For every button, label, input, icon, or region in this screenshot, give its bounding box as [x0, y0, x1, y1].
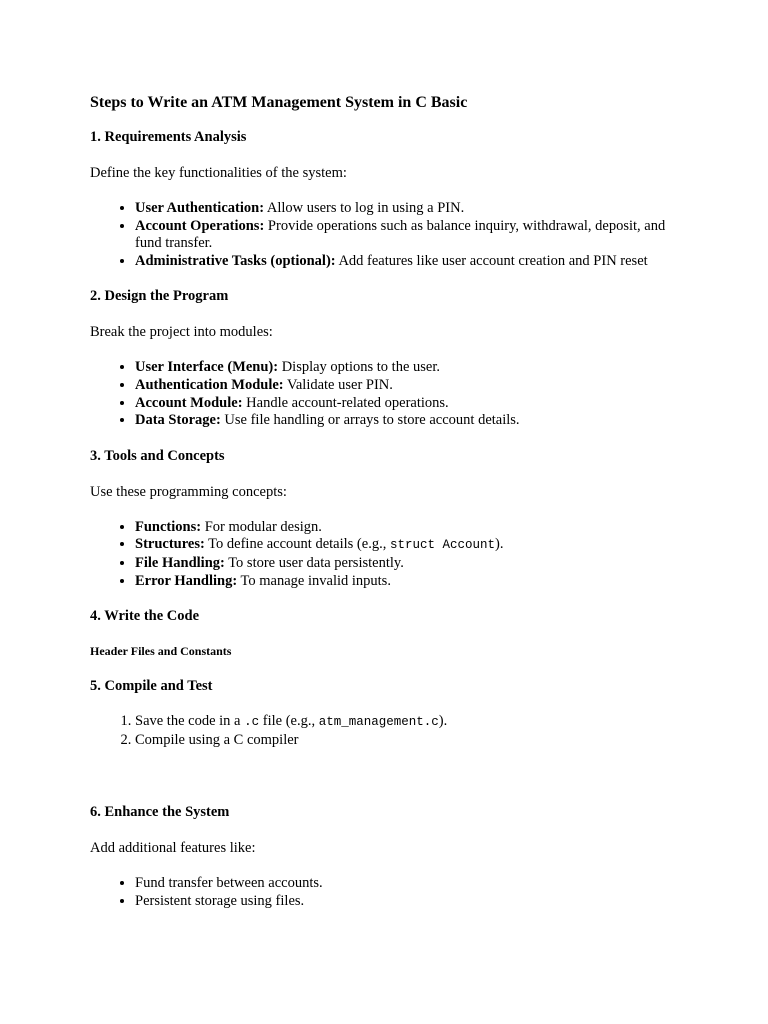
item-text: Fund transfer between accounts. [135, 875, 323, 892]
item-text: ). [494, 536, 504, 553]
enhance-list [90, 875, 690, 910]
blank-space [90, 766, 690, 803]
section-heading-design: 2. Design the Program [90, 288, 229, 305]
item-text: For modular design. [201, 518, 322, 535]
item-text: Handle account-related operations. [242, 394, 449, 411]
item-text: Validate user PIN. [283, 376, 393, 393]
document-title: Steps to Write an ATM Management System in C Basic [90, 94, 468, 111]
list-item [135, 732, 690, 750]
item-text: Use file handling or arrays to store account details. [220, 412, 520, 429]
section-heading-enhance: 6. Enhance the System [90, 804, 230, 821]
list-item [135, 395, 690, 413]
tools-list [90, 519, 690, 590]
document-page [90, 93, 690, 928]
section-intro-requirements: Define the key functionalities of the system: [90, 165, 347, 181]
list-item [135, 573, 690, 591]
list-item [135, 713, 690, 732]
list-item [135, 200, 690, 218]
inline-code: atm_management.c [318, 715, 439, 730]
item-label: Administrative Tasks (optional): [135, 252, 336, 269]
list-item [135, 412, 690, 430]
item-text: Persistent storage using files. [135, 892, 305, 909]
list-item [135, 253, 690, 271]
subheading-header-files: Header Files and Constants [90, 644, 232, 659]
section-heading-requirements: 1. Requirements Analysis [90, 129, 247, 145]
list-item [135, 218, 690, 253]
item-text: file (e.g., [259, 713, 319, 730]
item-text: ). [438, 713, 448, 730]
item-text: To define account details (e.g., [204, 536, 390, 553]
design-list [90, 359, 690, 429]
item-label: Structures: [135, 536, 205, 553]
item-text: Display options to the user. [278, 359, 440, 376]
item-text: Provide operations such as balance inquiry, withdrawal, deposit, and fund transfer. [135, 217, 666, 252]
section-intro-design: Break the project into modules: [90, 324, 273, 341]
section-heading-write-code: 4. Write the Code [90, 608, 200, 625]
item-label: User Interface (Menu): [135, 359, 279, 376]
section-intro-enhance: Add additional features like: [90, 840, 256, 857]
list-item [135, 359, 690, 377]
list-item [135, 893, 690, 911]
list-item [135, 519, 690, 537]
item-text: Allow users to log in using a PIN. [264, 200, 465, 216]
item-label: User Authentication: [135, 200, 265, 216]
item-text: Save the code in a [135, 713, 245, 730]
item-label: Account Module: [135, 394, 243, 411]
list-item [135, 536, 690, 555]
section-heading-tools: 3. Tools and Concepts [90, 447, 225, 464]
item-label: Data Storage: [135, 412, 221, 429]
item-text: To manage invalid inputs. [237, 572, 391, 589]
item-label: Error Handling: [135, 572, 238, 589]
compile-steps-list [90, 713, 690, 749]
list-item [135, 875, 690, 893]
item-text: Add features like user account creation and PIN reset [335, 252, 648, 269]
item-label: File Handling: [135, 554, 225, 571]
requirements-list [90, 200, 690, 270]
list-item [135, 377, 690, 395]
inline-code: .c [244, 715, 260, 730]
section-intro-tools: Use these programming concepts: [90, 483, 287, 500]
item-text: To store user data persistently. [224, 554, 404, 571]
inline-code: struct Account [389, 538, 495, 553]
item-label: Authentication Module: [135, 376, 284, 393]
list-item [135, 555, 690, 573]
item-label: Account Operations: [135, 217, 265, 234]
item-label: Functions: [135, 518, 202, 535]
section-heading-compile: 5. Compile and Test [90, 678, 213, 695]
item-text: Compile using a C compiler [135, 731, 299, 748]
